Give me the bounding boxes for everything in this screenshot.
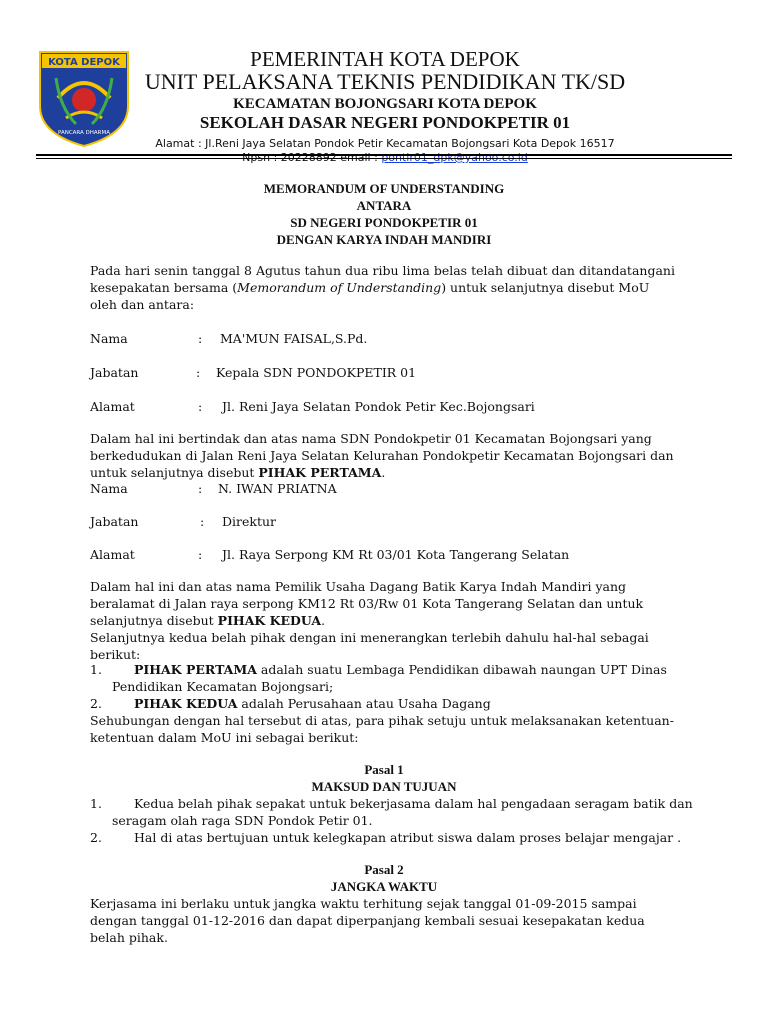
party2-description: Dalam hal ini dan atas nama Pemilik Usaha Dagang Batik Karya Indah Mandiri yang beralamat di Jalan raya serpong KM12 Rt 03/Rw 01 Kota Tangerang Selatan dan untuk selanjutnya disebut PIHAK KEDUA.	[90, 579, 644, 628]
explain-item-1-continued: Pendidikan Kecamatan Bojongsari;	[112, 679, 334, 694]
party2-jabatan-colon: :	[200, 514, 205, 529]
title-line-4: DENGAN KARYA INDAH MANDIRI	[276, 232, 492, 247]
pasal1-item-1: Kedua belah pihak sepakat untuk bekerjasama dalam hal pengadaan seragam batik dan	[134, 796, 693, 811]
party2-nama-label: Nama	[90, 481, 128, 496]
party1-jabatan-value: Kepala SDN PONDOKPETIR 01	[216, 365, 417, 380]
party1-alamat-label: Alamat	[90, 399, 135, 414]
pasal1-item-1-number: 1.	[90, 796, 102, 811]
party2-nama-colon: :	[198, 481, 203, 496]
title-line-2: ANTARA	[356, 198, 412, 213]
party2-jabatan-label: Jabatan	[90, 514, 139, 529]
pasal2-text: Kerjasama ini berlaku untuk jangka waktu terhitung sejak tanggal 01-09-2015 sampai dengan tanggal 01-12-2016 dan dapat diperpanjang kembali sesuai kesepakatan kedua belah pihak.	[90, 896, 645, 945]
title-line-1: MEMORANDUM OF UNDERSTANDING	[263, 181, 505, 196]
party1-nama-label: Nama	[90, 331, 128, 346]
party2-nama-value: N. IWAN PRIATNA	[218, 481, 337, 496]
explain-item-2: PIHAK KEDUA adalah Perusahaan atau Usaha Dagang	[134, 696, 491, 711]
intro-paragraph: Pada hari senin tanggal 8 Agutus tahun dua ribu lima belas telah dibuat dan ditandatangani kesepakatan bersama (Memorandum of Understanding) untuk selanjutnya disebut MoU oleh dan antara:	[90, 263, 675, 312]
explain-item-1: PIHAK PERTAMA adalah suatu Lembaga Pendidikan dibawah naungan UPT Dinas	[134, 662, 667, 677]
party2-alamat-colon: :	[198, 547, 203, 562]
pasal2-heading: Pasal 2	[364, 862, 404, 877]
letterhead-line-2: UNIT PELAKSANA TEKNIS PENDIDIKAN TK/SD	[144, 69, 626, 94]
pasal1-item-2-number: 2.	[90, 830, 102, 845]
letterhead-line-4: SEKOLAH DASAR NEGERI PONDOKPETIR 01	[199, 113, 571, 132]
agreement-intro: Sehubungan dengan hal tersebut di atas, para pihak setuju untuk melaksanakan ketentuan-ketentuan dalam MoU ini sebagai berikut:	[90, 713, 674, 745]
explain-item-1-number: 1.	[90, 662, 102, 677]
letterhead-line-1: PEMERINTAH KOTA DEPOK	[250, 47, 520, 71]
pasal1-item-1-continued: seragam olah raga SDN Pondok Petir 01.	[112, 813, 373, 828]
party2-alamat-value: Jl. Raya Serpong KM Rt 03/01 Kota Tangerang Selatan	[222, 547, 570, 562]
kota-depok-emblem	[36, 48, 132, 148]
party2-jabatan-value: Direktur	[222, 514, 277, 529]
party2-alamat-label: Alamat	[90, 547, 135, 562]
party1-jabatan-colon: :	[196, 365, 201, 380]
header-rule-thin	[36, 158, 732, 159]
party1-jabatan-label: Jabatan	[90, 365, 139, 380]
explain-item-2-number: 2.	[90, 696, 102, 711]
logo-title: KOTA DEPOK	[48, 57, 120, 68]
pasal1-title: MAKSUD DAN TUJUAN	[311, 779, 457, 794]
party1-nama-value: MA'MUN FAISAL,S.Pd.	[220, 331, 368, 346]
letterhead-line-3: KECAMATAN BOJONGSARI KOTA DEPOK	[233, 96, 537, 112]
party1-nama-colon: :	[198, 331, 203, 346]
pasal1-item-2: Hal di atas bertujuan untuk kelegkapan atribut siswa dalam proses belajar mengajar .	[134, 830, 682, 845]
title-line-3: SD NEGERI PONDOKPETIR 01	[290, 215, 478, 230]
explain-intro: Selanjutnya kedua belah pihak dengan ini menerangkan terlebih dahulu hal-hal sebagai berikut:	[90, 630, 649, 662]
letterhead	[130, 48, 640, 165]
pasal1-heading: Pasal 1	[364, 762, 404, 777]
pasal2-title: JANGKA WAKTU	[330, 879, 438, 894]
letterhead-address: Alamat : Jl.Reni Jaya Selatan Pondok Petir Kecamatan Bojongsari Kota Depok 16517	[155, 137, 615, 150]
logo-motto: PANCARA DHARMA	[57, 130, 111, 136]
header-rule-thick	[36, 154, 732, 156]
party1-description: Dalam hal ini bertindak dan atas nama SDN Pondokpetir 01 Kecamatan Bojongsari yang berkedudukan di Jalan Reni Jaya Selatan Kelurahan Pondokpetir Kecamatan Bojongsari dan untuk selanjutnya disebut PIHAK PERTAMA.	[90, 431, 674, 480]
party1-alamat-colon: :	[198, 399, 203, 414]
party1-alamat-value: Jl. Reni Jaya Selatan Pondok Petir Kec.Bojongsari	[222, 399, 535, 414]
